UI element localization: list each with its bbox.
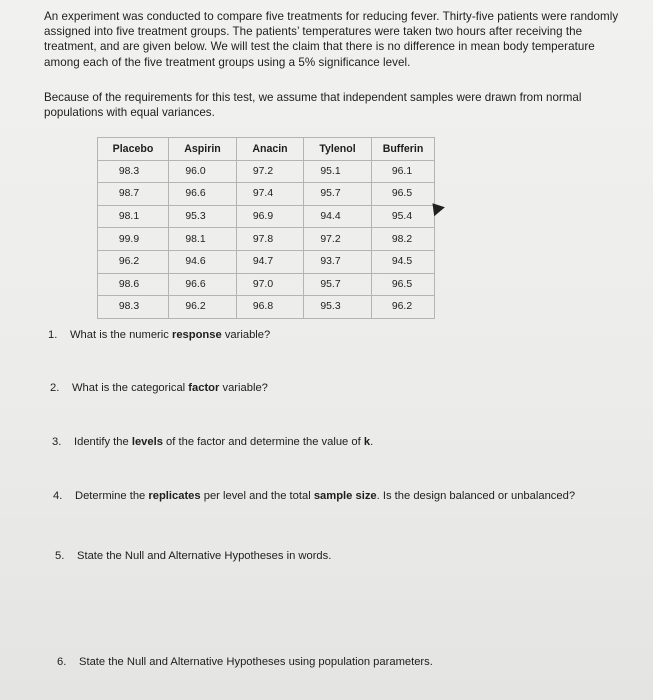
table-cell: 95.7 [304,183,372,206]
table-cell: 95.3 [169,205,237,228]
table-cell: 95.3 [304,296,372,319]
table-cell: 98.2 [372,228,435,251]
column-header: Tylenol [304,138,372,161]
table-row [98,160,435,183]
table-cell: 96.0 [169,160,237,183]
table-row [98,273,435,296]
table-cell: 98.7 [98,183,169,206]
table-cell: 96.2 [372,296,435,319]
table-row [98,205,435,228]
column-header: Placebo [98,138,169,161]
table-cell: 98.3 [98,296,169,319]
table-cell: 96.1 [372,160,435,183]
table-row [98,183,435,206]
question-2: 2. What is the categorical factor variable? [50,382,268,394]
table-cell: 94.4 [304,205,372,228]
table-cell: 96.2 [98,250,169,273]
table-cell: 95.4 [372,205,435,228]
table-cell: 95.7 [304,273,372,296]
table-cell: 96.9 [237,205,304,228]
table-cell: 96.5 [372,273,435,296]
intro-paragraph: An experiment was conducted to compare five treatments for reducing fever. Thirty-five patients were randomly assigned into five treatment groups. The patients’ temperatures were taken two hours after receiving the treatment, and are given below. We will test the claim that there is no difference in mean body temperature among each of the five treatment groups using a 5% significance level. [44,10,619,69]
table-row [98,296,435,319]
table-cell: 96.6 [169,273,237,296]
table-cell: 98.1 [169,228,237,251]
table-cell: 96.8 [237,296,304,319]
question-3: 3. Identify the levels of the factor and determine the value of k. [52,436,374,448]
table-cell: 97.2 [304,228,372,251]
table-cell: 94.5 [372,250,435,273]
table-cell: 96.2 [169,296,237,319]
table-cell: 99.9 [98,228,169,251]
column-header: Aspirin [169,138,237,161]
table-cell: 97.4 [237,183,304,206]
table-row [98,250,435,273]
table-cell: 94.7 [237,250,304,273]
table-cell: 93.7 [304,250,372,273]
question-4: 4. Determine the replicates per level and the total sample size. Is the design balanced or unbalanced? [53,490,576,502]
table-cell: 98.3 [98,160,169,183]
temperature-table [97,137,435,319]
table-cell: 96.5 [372,183,435,206]
table-cell: 95.1 [304,160,372,183]
assumption-paragraph: Because of the requirements for this test, we assume that independent samples were drawn from normal populations with equal variances. [44,91,582,120]
column-header: Anacin [237,138,304,161]
table-cell: 94.6 [169,250,237,273]
question-6: 6. State the Null and Alternative Hypotheses using population parameters. [57,656,433,668]
question-5: 5. State the Null and Alternative Hypotheses in words. [55,550,332,562]
table-cell: 98.1 [98,205,169,228]
table-cell: 97.0 [237,273,304,296]
question-1: 1. What is the numeric response variable? [48,329,271,341]
table-header-row [98,138,435,161]
table-cell: 97.8 [237,228,304,251]
column-header: Bufferin [372,138,435,161]
table-cell: 97.2 [237,160,304,183]
table-cell: 98.6 [98,273,169,296]
table-cell: 96.6 [169,183,237,206]
table-row [98,228,435,251]
